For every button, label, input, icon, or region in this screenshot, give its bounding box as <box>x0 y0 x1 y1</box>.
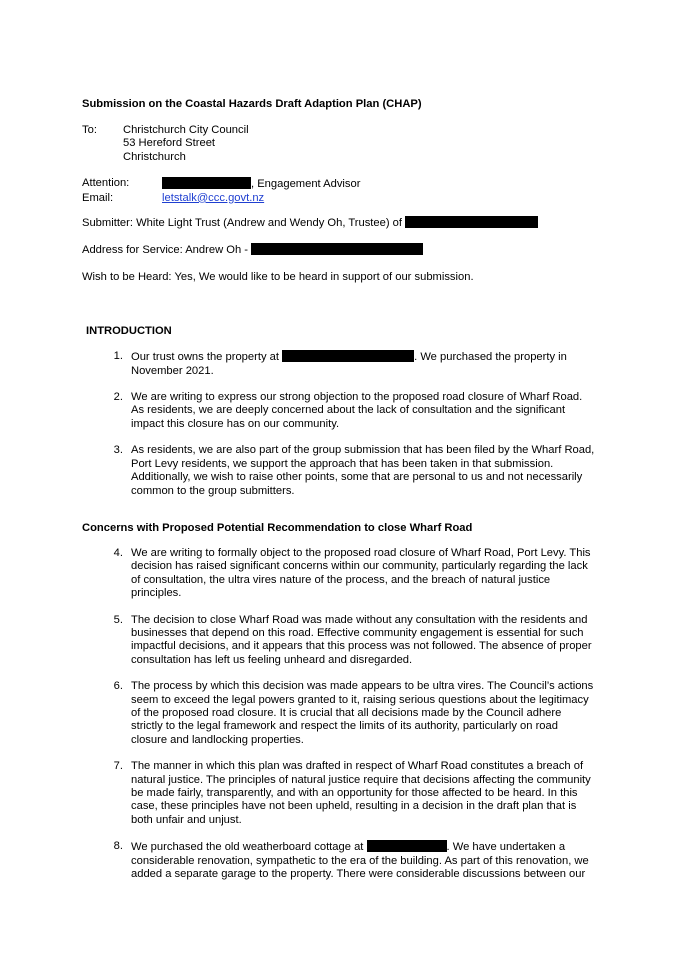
to-block <box>82 124 602 164</box>
item-text: As residents, we are deeply concerned about the lack of consultation and the significant <box>131 404 566 417</box>
list-item <box>82 547 602 601</box>
item-text: closure and landlocking properties. <box>131 733 304 746</box>
item-text: The decision to close Wharf Road was made without any consultation with the residents and <box>131 613 588 626</box>
item-text: . We purchased the property in <box>414 351 567 364</box>
address-line <box>82 243 602 257</box>
attention-block <box>82 177 602 205</box>
to-line-2: 53 Hereford Street <box>123 137 216 150</box>
list-item <box>82 680 602 747</box>
introduction-heading: INTRODUCTION <box>86 325 172 338</box>
item-text: added a separate garage to the property. There were considerable discussions between our <box>131 868 586 881</box>
item-text: seem to exceed the legal powers granted to it, raising serious questions about the legitimacy <box>131 693 589 706</box>
list-item <box>82 391 602 431</box>
item-text: We are writing to express our strong objection to the proposed road closure of Wharf Road. <box>131 391 583 404</box>
to-line-3: Christchurch <box>123 150 186 163</box>
item-text: of the proposed road closure. It is crucial that all decisions made by the Council adhere <box>131 706 562 719</box>
item-text: natural justice. The principles of natural justice require that decisions affecting the community <box>131 773 591 786</box>
to-line-1: Christchurch City Council <box>123 124 249 136</box>
item-text: considerable renovation, sympathetic to the era of the building. As part of this renovation, we <box>131 854 589 867</box>
item-text: The process by which this decision was made appears to be ultra vires. The Council’s actions <box>131 680 594 693</box>
redacted-cottage-address <box>367 840 447 852</box>
item-text: strictly to the legal framework and respect the limits of its authority, particularly on road <box>131 720 558 733</box>
document-title: Submission on the Coastal Hazards Draft Adaption Plan (CHAP) <box>82 98 422 110</box>
item-text: businesses that depend on this road. Effective community engagement is essential for such <box>131 626 584 639</box>
redacted-name <box>162 177 251 189</box>
attention-label: Attention: <box>82 177 130 190</box>
item-text: impact this closure has on our community. <box>131 417 340 430</box>
attention-role: , Engagement Advisor <box>251 178 361 191</box>
concerns-heading: Concerns with Proposed Potential Recommendation to close Wharf Road <box>82 521 473 534</box>
email-link[interactable]: letstalk@ccc.govt.nz <box>162 191 265 204</box>
item-text: November 2021. <box>131 364 214 377</box>
item-text: be made fairly, transparently, and with an opportunity for those affected to be heard. In this <box>131 787 578 799</box>
item-text: We purchased the old weatherboard cottage at <box>131 841 364 854</box>
item-text: decision has raised significant concerns within our community, particularly regarding the lack <box>131 560 588 573</box>
list-item <box>82 760 602 827</box>
item-text: . We have undertaken a <box>446 841 566 854</box>
email-label: Email: <box>82 191 114 204</box>
to-label: To: <box>82 124 97 136</box>
item-number: 3. <box>113 444 123 457</box>
item-text: case, these principles have not been upheld, resulting in a decision in the draft plan that is <box>131 800 577 813</box>
address-text: Address for Service: Andrew Oh - <box>82 244 249 257</box>
item-text: common to the group submitters. <box>131 484 295 497</box>
item-number: 7. <box>113 760 123 773</box>
submitter-text: Submitter: White Light Trust (Andrew and Wendy Oh, Trustee) of <box>82 217 403 230</box>
list-item <box>82 614 602 668</box>
item-text: consultation has left us feeling unheard and disregarded. <box>131 653 413 666</box>
item-text: Our trust owns the property at <box>131 351 279 364</box>
item-number: 2. <box>113 391 123 404</box>
item-text: Port Levy residents, we support the approach that has been taken in that submission. <box>131 457 554 470</box>
concerns-list <box>82 547 602 882</box>
document-page <box>82 97 602 881</box>
list-item <box>82 444 602 498</box>
redacted-service-address <box>251 243 423 255</box>
item-text: of consultation, the ultra vires nature of the process, and the breach of natural justice <box>131 573 551 586</box>
list-item <box>82 840 602 881</box>
list-item <box>82 350 602 378</box>
redacted-submitter-address <box>405 216 538 228</box>
item-text: principles. <box>131 587 182 600</box>
item-number: 6. <box>113 680 123 693</box>
item-text: As residents, we are also part of the group submission that has been filed by the Wharf Road, <box>131 444 595 457</box>
item-text: impactful decisions, and it appears that this process was not followed. The absence of proper <box>131 640 592 653</box>
item-number: 5. <box>113 613 123 626</box>
item-text: Additionally, we wish to raise other points, some that are personal to us and not necessarily <box>131 471 583 484</box>
item-number: 4. <box>113 546 123 559</box>
item-number: 8. <box>113 840 123 853</box>
redacted-property-address <box>282 350 414 362</box>
item-text: We are writing to formally object to the proposed road closure of Wharf Road, Port Levy. This <box>131 546 591 559</box>
item-text: both unfair and unjust. <box>131 813 242 826</box>
submitter-line <box>82 216 602 230</box>
item-number: 1. <box>113 350 123 363</box>
wish-line: Wish to be Heard: Yes, We would like to be heard in support of our submission. <box>82 270 474 283</box>
item-text: The manner in which this plan was drafted in respect of Wharf Road constitutes a breach of <box>131 760 584 773</box>
introduction-list <box>82 350 602 498</box>
